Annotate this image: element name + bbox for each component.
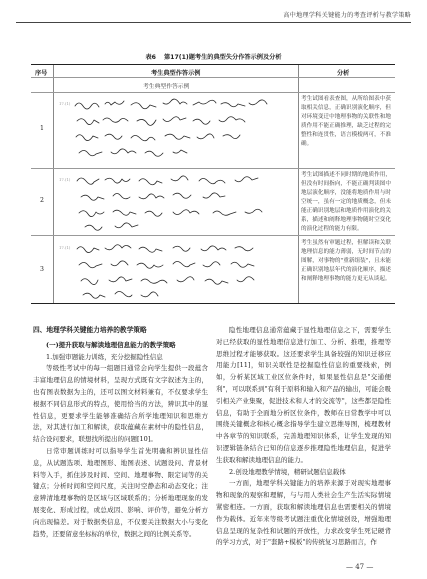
table-col-divider: [53, 65, 54, 303]
table-caption: [0, 52, 427, 61]
header-rule: [16, 22, 411, 23]
error-example-table: [31, 64, 395, 304]
table-row-3-analysis: 考生虽然有审题过程，但解读和关联地理信息的能力薄弱，无时间节点的图解，对事物的"重新组装"，且未能正确识别地层年代的演化顺序，描述和阐释地理事物的能力更无从谈起。: [301, 240, 391, 282]
table-header-number: 序号: [35, 70, 48, 77]
table-row-1-start-number: 17.(1): [59, 101, 71, 106]
handwritten-answer-1: [73, 97, 291, 159]
body-column-left: [33, 325, 208, 540]
table-header-example: 考生典型作答示例: [151, 70, 201, 77]
paragraph: 2.创设地理教学情境，精研试题信息载体: [229, 467, 346, 476]
table-row-3-number: 3: [40, 266, 44, 273]
paragraph: 隐性地理信息通常蕴藏于显性地理信息之下，需要学生对已经获取的显性地理信息进行加工、分析、推理，推理等思维过程才能够获取。这还要求学生具备较强的知识迁移应用能力[11]，知识关联性是挖掘隐性信息的重要线索，例如，分析某区域工业区位条件时，如果显性信息是"交通便利"，可以联系到"有利于原料和输入和产品的输出，可能会吸引相关产业集聚，促进技术和人才的交流等"，这些都是隐性信息，有助于全面地分析区位条件，教师在日常教学中可以围绕关键概念和核心概念指导学生建立思维导图，梳理教材中各章节的知识联系，完善地理知识体系，让学生发现的知识逻辑链条结合已知的信息逐步推理隐性地理信息，促进学生获取和解读地理信息的能力。: [216, 326, 391, 464]
paragraph: 等级性考试中的每一组题目通常会向学生提供一段蕴含丰富地理信息的情境材料，呈现方式既有文字叙述为主的，也有图表数据为主的，还可以图文材料兼有，不仅要求学生根据不同信息形式的特点，使用恰当的方法，辨识其中的显性信息，更要求学生能够准确结合所学地理知识和思维方法，对其进行加工和解读，获取蕴藏在素材中的隐性信息，结合设问要求，联想找所提出的问题[10]。: [33, 364, 208, 444]
table-header-divider: [31, 77, 395, 78]
running-header: 高中地理学科关键能力的考查评析与教学策略: [283, 12, 411, 19]
paragraph: 日常审题训练时可以指导学生首先明确和辨识显性信息，从试题选项、地理图形、地图表述、试题设问、背景材料等入手，抓住涉及时间、空间、地理事物、限定词等的关键点；分析时间和空间尺度，关注时空静态和动态变化；注意辨清地理事物的是区域与区域联系的；分析地理现象的发展变化、形成过程，或总成因、影响、评价等，避免分析方向出现偏差。对于数据类信息，不仅要关注数据大小与变化趋势，还要留意坐标标的单位，数据之间的比例关系等。: [33, 446, 208, 538]
table-row-divider: [31, 235, 395, 236]
handwritten-answer-2: [75, 173, 293, 231]
paragraph: 1.加强审题能力训练，充分挖掘隐性信息: [46, 352, 163, 361]
table-row-3-start-number: 17.(1): [59, 245, 71, 250]
paragraph: 一方面，地理学科关键能力的培养来源于对现实地理事物和现象的观察和理解，与与用人类社会生产生活实际情境紧密相连。一方面，获取和解读地理信息也需要相关的情境作为载体。近年来等级考试题注重优化情境创设，增强地理信息呈现的复杂性和试题的开放性，力求改变学生死记硬背的学习方式，对于"套路+模板"的传统复习思路而言，作: [216, 479, 391, 547]
table-row-1-analysis: 考生试图看表查图，从所给图表中获取相关信息，正确识别演化顺序，但对环境变迁中地理事物的关联性和地质作用不能正确推理，缺乏过程的完整性和连贯性，语言模棱两可，不准确。: [301, 96, 391, 147]
page-number: — 47 —: [346, 563, 374, 571]
table-col-divider: [298, 65, 299, 303]
table-row-2-number: 2: [40, 197, 44, 204]
table-row-divider: [31, 168, 395, 169]
section-heading: 四、地理学科关键能力培养的教学策略: [33, 326, 147, 334]
handwritten-answer-3: [75, 241, 293, 299]
table-subheader-divider: [31, 92, 395, 93]
table-header-analysis: 分析: [337, 70, 350, 77]
table-row-2-start-number: 17.(1): [59, 177, 71, 182]
table-caption-number: 表6: [145, 54, 156, 61]
subsection-heading: (一)提升获取与解读地理信息能力的教学策略: [46, 340, 176, 349]
table-row-1-number: 1: [40, 125, 44, 132]
table-example-subheading: 考生典型作答示例: [143, 84, 190, 90]
table-caption-title: 第17(1)题考生的典型失分作答示例及分析: [163, 54, 282, 61]
table-row-2-analysis: 考生试图描述不同时期的地质作用，但没有时间指向，不能正确判读图中地层演化顺序，没能将地质作用与时空统一，虽有一定的地质概念，但未能正确识别地层和地质作用演化的关系，描述和阐释地理事物随时空变化的演化过程的能力有限。: [301, 172, 391, 232]
body-column-right: [216, 325, 391, 549]
